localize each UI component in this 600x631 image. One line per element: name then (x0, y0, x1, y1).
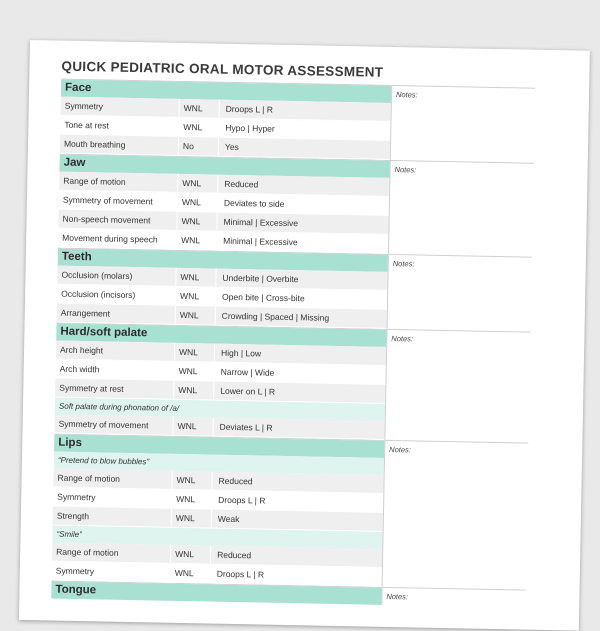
finding-options[interactable]: Deviates to side (217, 194, 389, 215)
section-header: Hard/soft palate (56, 324, 386, 347)
section-lips (52, 434, 529, 590)
item-label: Strength (56, 510, 90, 522)
notes-field[interactable]: Notes: (388, 161, 534, 257)
finding-options[interactable]: Reduced (217, 175, 389, 196)
item-label: Symmetry at rest (59, 382, 124, 394)
wnl-option[interactable]: WNL (178, 118, 218, 137)
item-label: Non-speech movement (62, 213, 151, 226)
subsection-label: Soft palate during phonation of /a/ (55, 398, 385, 421)
wnl-option[interactable]: WNL (172, 417, 212, 436)
finding-options[interactable]: Yes (218, 138, 390, 159)
finding-options[interactable]: Lower on L | R (213, 382, 385, 403)
item-label: Arrangement (60, 307, 110, 319)
wnl-option[interactable]: WNL (171, 490, 211, 509)
wnl-option[interactable]: WNL (174, 362, 214, 381)
section-main (57, 249, 388, 329)
finding-options[interactable]: Deviates L | R (212, 418, 384, 439)
wnl-option[interactable]: WNL (171, 509, 211, 528)
assessment-sheet (19, 40, 590, 631)
page-title: QUICK PEDIATRIC ORAL MOTOR ASSESSMENT (61, 58, 384, 80)
subsection-label: “Pretend to blow bubbles” (54, 452, 384, 475)
section-header: Face (61, 80, 391, 103)
finding-options[interactable]: Narrow | Wide (213, 363, 385, 384)
section-jaw (58, 154, 534, 257)
finding-options[interactable]: Droops L | R (219, 100, 391, 121)
notes-field[interactable]: Notes: (390, 86, 535, 163)
finding-options[interactable]: Droops L | R (210, 565, 382, 586)
section-main (58, 155, 390, 254)
wnl-option[interactable]: WNL (179, 99, 219, 118)
wnl-option[interactable]: WNL (176, 212, 216, 231)
wnl-option[interactable]: WNL (170, 545, 210, 564)
section-face (60, 79, 535, 163)
item-label: Range of motion (63, 175, 126, 187)
finding-options[interactable]: Reduced (210, 546, 382, 567)
notes-field[interactable]: Notes: (381, 588, 525, 608)
section-header: Lips (54, 435, 384, 458)
section-main (60, 80, 391, 160)
item-label: Tone at rest (64, 119, 109, 131)
item-label: Symmetry (57, 491, 96, 503)
wnl-option[interactable]: WNL (176, 231, 216, 250)
wnl-option[interactable]: WNL (177, 174, 217, 193)
section-main (52, 435, 385, 587)
finding-options[interactable]: High | Low (214, 344, 386, 365)
finding-options[interactable]: Hypo | Hyper (218, 119, 390, 140)
wnl-option[interactable]: WNL (174, 343, 214, 362)
subsection-label: “Smile” (52, 526, 382, 549)
finding-options[interactable]: Reduced (211, 472, 383, 493)
finding-options[interactable]: Open bite | Cross-bite (215, 288, 387, 309)
item-label: Symmetry of movement (62, 194, 153, 207)
item-label: Range of motion (56, 546, 119, 558)
section-hard-soft-palate (54, 323, 530, 443)
notes-field[interactable]: Notes: (382, 441, 529, 590)
section-teeth (57, 248, 532, 332)
item-label: Occlusion (molars) (61, 269, 133, 282)
item-label: Symmetry (64, 100, 104, 112)
item-label: Mouth breathing (63, 138, 126, 150)
finding-options[interactable]: Minimal | Excessive (216, 232, 388, 253)
item-label: Range of motion (57, 472, 121, 484)
wnl-option[interactable]: WNL (177, 193, 217, 212)
section-header: Jaw (59, 155, 389, 178)
finding-options[interactable]: Weak (211, 510, 383, 531)
notes-field[interactable]: Notes: (387, 255, 532, 332)
section-header: Tongue (51, 582, 381, 605)
wnl-option[interactable]: WNL (171, 471, 211, 490)
item-label: Occlusion (incisors) (61, 288, 136, 301)
finding-options[interactable]: Crowding | Spaced | Missing (215, 307, 387, 328)
finding-options[interactable]: Droops L | R (211, 491, 383, 512)
wnl-option[interactable]: WNL (175, 287, 215, 306)
item-label: Symmetry (55, 565, 95, 577)
finding-options[interactable]: Underbite | Overbite (215, 269, 387, 290)
item-label: Symmetry of movement (58, 418, 149, 431)
wnl-option[interactable]: WNL (175, 268, 215, 287)
item-label: Arch height (59, 344, 104, 356)
notes-field[interactable]: Notes: (384, 330, 530, 443)
item-label: Arch width (59, 363, 100, 375)
wnl-option[interactable]: WNL (170, 564, 210, 583)
wnl-option[interactable]: WNL (173, 381, 213, 400)
finding-options[interactable]: Minimal | Excessive (216, 213, 388, 234)
assessment-form (51, 79, 535, 608)
section-main (54, 324, 386, 440)
wnl-option[interactable]: No (178, 137, 218, 156)
item-label: Movement during speech (62, 232, 158, 245)
section-header: Teeth (58, 249, 388, 272)
wnl-option[interactable]: WNL (175, 306, 215, 325)
